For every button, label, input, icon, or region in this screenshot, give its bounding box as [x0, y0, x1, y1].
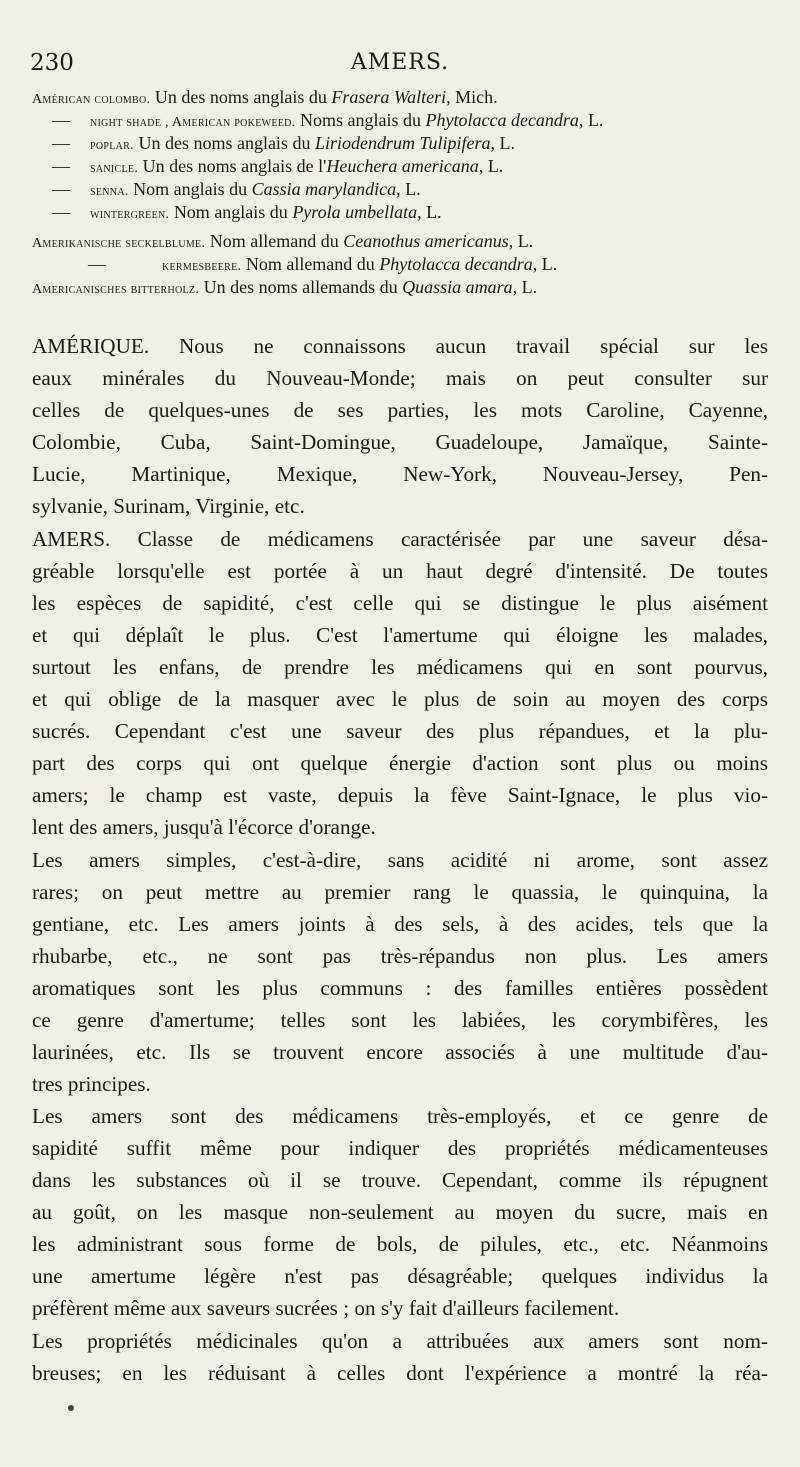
- glossary-entry: — wintergreen. Nom anglais du Pyrola umbellata, L.: [52, 202, 442, 222]
- page-header: [30, 50, 770, 90]
- paragraph-amerique: [32, 330, 768, 522]
- glossary-entry: — senna. Nom anglais du Cassia marylandica, L.: [52, 179, 421, 199]
- text-line: laurinées, etc. Ils se trouvent encore associés à une multitude d'au-: [32, 1040, 768, 1064]
- glossary-entry: Amerikanische seckelblume. Nom allemand du Ceanothus americanus, L.: [32, 231, 534, 251]
- text-line: Les propriétés médicinales qu'on a attribuées aux amers sont nom-: [32, 1329, 768, 1353]
- text-line: celles de quelques-unes de ses parties, les mots Caroline, Cayenne,: [32, 398, 768, 422]
- text-line: ce genre d'amertume; telles sont les labiées, les corymbifères, les: [32, 1008, 768, 1032]
- ink-spot: [68, 1405, 74, 1411]
- glossary-entry: Americanisches bitterholz. Un des noms allemands du Quassia amara, L.: [32, 277, 538, 297]
- text-line: et qui déplaît le plus. C'est l'amertume qui éloigne les malades,: [32, 623, 768, 647]
- paragraph-proprietes: [32, 1325, 768, 1389]
- text-line: breuses; en les réduisant à celles dont l'expérience a montré la réa-: [32, 1361, 768, 1385]
- glossary-entry: — sanicle. Un des noms anglais de l'Heuchera americana, L.: [52, 156, 504, 176]
- text-line: Colombie, Cuba, Saint-Domingue, Guadeloupe, Jamaïque, Sainte-: [32, 430, 768, 454]
- glossary-entry: — poplar. Un des noms anglais du Liriodendrum Tulipifera, L.: [52, 133, 515, 153]
- text-line: rares; on peut mettre au premier rang le quassia, le quinquina, la: [32, 880, 768, 904]
- text-line: gentiane, etc. Les amers joints à des sels, à des acides, tels que la: [32, 912, 768, 936]
- text-line: Les amers simples, c'est-à-dire, sans acidité ni arome, sont assez: [32, 848, 768, 872]
- text-line: au goût, on les masque non-seulement au moyen du sucre, mais en: [32, 1200, 768, 1224]
- glossary-entry: — kermesbeere. Nom allemand du Phytolacca decandra, L.: [88, 254, 558, 274]
- text-line: dans les substances où il se trouve. Cependant, comme ils répugnent: [32, 1168, 768, 1192]
- page-number: 230: [30, 50, 74, 76]
- text-line: amers; le champ est vaste, depuis la fève Saint-Ignace, le plus vio-: [32, 783, 768, 807]
- text-line: part des corps qui ont quelque énergie d'action sont plus ou moins: [32, 751, 768, 775]
- glossary-entry: — night shade , American pokeweed. Noms anglais du Phytolacca decandra, L.: [52, 110, 604, 130]
- text-line: les espèces de sapidité, c'est celle qui se distingue le plus aisément: [32, 591, 768, 615]
- text-line: Lucie, Martinique, Mexique, New-York, Nouveau-Jersey, Pen-: [32, 462, 768, 486]
- text-line: eaux minérales du Nouveau-Monde; mais on peut consulter sur: [32, 366, 768, 390]
- text-line: sylvanie, Surinam, Virginie, etc.: [32, 494, 305, 518]
- glossary-entry: Américan colombo. Un des noms anglais du Frasera Walteri, Mich.: [32, 87, 498, 107]
- paragraph-amers-employes: [32, 1100, 768, 1324]
- text-line: aromatiques sont les plus communs : des familles entières possèdent: [32, 976, 768, 1000]
- text-line: préfèrent même aux saveurs sucrées ; on s'y fait d'ailleurs facilement.: [32, 1296, 620, 1320]
- text-line: rhubarbe, etc., ne sont pas très-répandus non plus. Les amers: [32, 944, 768, 968]
- glossary-entries: [32, 86, 782, 299]
- text-line: sucrés. Cependant c'est une saveur des plus répandues, et la plu-: [32, 719, 768, 743]
- text-line: une amertume légère n'est pas désagréable; quelques individus la: [32, 1264, 768, 1288]
- text-line: Les amers sont des médicamens très-employés, et ce genre de: [32, 1104, 768, 1128]
- text-line: gréable lorsqu'elle est portée à un haut degré d'intensité. De toutes: [32, 559, 768, 583]
- text-line: AMÉRIQUE. Nous ne connaissons aucun travail spécial sur les: [32, 334, 768, 358]
- text-line: lent des amers, jusqu'à l'écorce d'orange.: [32, 815, 376, 839]
- paragraph-amers: [32, 523, 768, 843]
- text-line: AMERS. Classe de médicamens caractérisée par une saveur désa-: [32, 527, 768, 551]
- text-line: surtout les enfans, de prendre les médicamens qui en sont pourvus,: [32, 655, 768, 679]
- text-line: tres principes.: [32, 1072, 151, 1096]
- text-line: et qui oblige de la masquer avec le plus de soin au moyen des corps: [32, 687, 768, 711]
- text-line: les administrant sous forme de bols, de pilules, etc., etc. Néanmoins: [32, 1232, 768, 1256]
- text-line: sapidité suffit même pour indiquer des propriétés médicamenteuses: [32, 1136, 768, 1160]
- running-head: AMERS.: [350, 50, 450, 75]
- paragraph-amers-simples: [32, 844, 768, 1100]
